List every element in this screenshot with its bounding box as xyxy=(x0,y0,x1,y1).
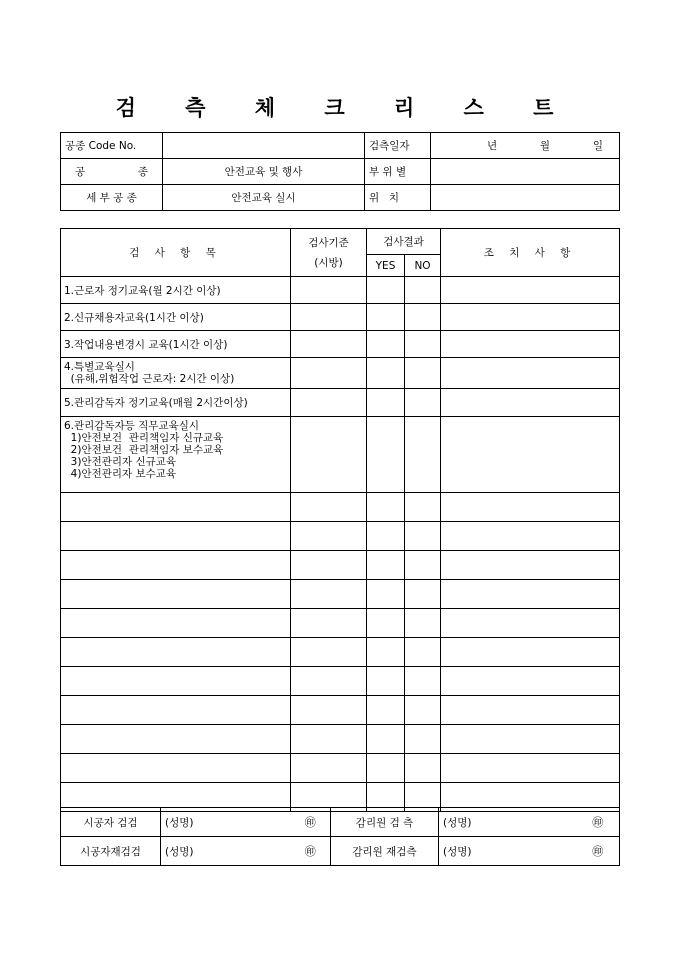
yes-cell[interactable] xyxy=(367,551,405,580)
position-label: 위 치 xyxy=(365,185,431,211)
standard-cell[interactable] xyxy=(291,667,367,696)
standard-cell[interactable] xyxy=(291,725,367,754)
contractor-recheck-label: 시공자재검검 xyxy=(61,837,161,866)
no-cell[interactable] xyxy=(405,389,441,417)
col-no-header: NO xyxy=(405,255,441,277)
yes-cell[interactable] xyxy=(367,358,405,389)
page-title: 검 측 체 크 리 스 트 xyxy=(115,95,575,120)
yes-cell[interactable] xyxy=(367,609,405,638)
action-cell[interactable] xyxy=(441,331,620,358)
code-label: 공종 Code No. xyxy=(61,133,163,159)
action-cell[interactable] xyxy=(441,304,620,331)
detail-value[interactable]: 안전교육 실시 xyxy=(163,185,365,211)
signature-table xyxy=(60,807,620,866)
yes-cell[interactable] xyxy=(367,417,405,493)
action-cell[interactable] xyxy=(441,493,620,522)
yes-cell[interactable] xyxy=(367,754,405,783)
col-yes-header: YES xyxy=(367,255,405,277)
no-cell[interactable] xyxy=(405,493,441,522)
action-cell[interactable] xyxy=(441,725,620,754)
position-value[interactable] xyxy=(431,185,620,211)
no-cell[interactable] xyxy=(405,667,441,696)
action-cell[interactable] xyxy=(441,389,620,417)
action-cell[interactable] xyxy=(441,638,620,667)
inspect-date-label: 검측일자 xyxy=(365,133,431,159)
yes-cell[interactable] xyxy=(367,304,405,331)
no-cell[interactable] xyxy=(405,754,441,783)
col-item-header: 검 사 항 목 xyxy=(61,229,291,277)
month-label: 월 xyxy=(539,140,551,152)
empty-item-cell[interactable] xyxy=(61,667,291,696)
action-cell[interactable] xyxy=(441,522,620,551)
supervisor-recheck-label: 감리원 재검측 xyxy=(331,837,439,866)
no-cell[interactable] xyxy=(405,551,441,580)
yes-cell[interactable] xyxy=(367,522,405,551)
empty-item-cell[interactable] xyxy=(61,725,291,754)
action-cell[interactable] xyxy=(441,754,620,783)
action-cell[interactable] xyxy=(441,609,620,638)
location-value[interactable] xyxy=(431,159,620,185)
inspect-date-value[interactable] xyxy=(431,133,620,159)
col-result-header: 검사결과 xyxy=(367,229,441,255)
action-cell[interactable] xyxy=(441,696,620,725)
no-cell[interactable] xyxy=(405,358,441,389)
standard-cell[interactable] xyxy=(291,638,367,667)
col-action-header: 조 치 사 항 xyxy=(441,229,620,277)
yes-cell[interactable] xyxy=(367,580,405,609)
seal-mark: ㊞ xyxy=(577,808,620,837)
standard-cell[interactable] xyxy=(291,580,367,609)
standard-cell[interactable] xyxy=(291,551,367,580)
yes-cell[interactable] xyxy=(367,638,405,667)
checklist-item: 6.관리감독자등 직무교육실시 1)안전보건 관리책임자 신규교육 2)안전보건 관리책임자 보수교육 3)안전관리자 신규교육 4)안전관리자 보수교육 xyxy=(61,417,291,493)
standard-cell[interactable] xyxy=(291,389,367,417)
standard-cell[interactable] xyxy=(291,609,367,638)
empty-item-cell[interactable] xyxy=(61,522,291,551)
yes-cell[interactable] xyxy=(367,331,405,358)
col-standard-line2: (시방) xyxy=(314,256,343,269)
standard-cell[interactable] xyxy=(291,331,367,358)
empty-item-cell[interactable] xyxy=(61,638,291,667)
empty-item-cell[interactable] xyxy=(61,580,291,609)
no-cell[interactable] xyxy=(405,725,441,754)
code-value[interactable] xyxy=(163,133,365,159)
standard-cell[interactable] xyxy=(291,358,367,389)
yes-cell[interactable] xyxy=(367,696,405,725)
no-cell[interactable] xyxy=(405,696,441,725)
supervisor-check-label: 감리원 검 측 xyxy=(331,808,439,837)
checklist-item: 1.근로자 정기교육(월 2시간 이상) xyxy=(61,277,291,304)
col-standard-header xyxy=(291,229,367,277)
seal-mark: ㊞ xyxy=(291,808,331,837)
no-cell[interactable] xyxy=(405,522,441,551)
day-label: 일 xyxy=(592,140,603,152)
action-cell[interactable] xyxy=(441,551,620,580)
yes-cell[interactable] xyxy=(367,725,405,754)
standard-cell[interactable] xyxy=(291,417,367,493)
checklist-table xyxy=(60,228,620,812)
standard-cell[interactable] xyxy=(291,754,367,783)
standard-cell[interactable] xyxy=(291,304,367,331)
year-label: 년 xyxy=(487,140,498,152)
supervisor-recheck-name[interactable]: (성명) xyxy=(439,837,577,866)
no-cell[interactable] xyxy=(405,638,441,667)
yes-cell[interactable] xyxy=(367,389,405,417)
work-type-value[interactable]: 안전교육 및 행사 xyxy=(163,159,365,185)
no-cell[interactable] xyxy=(405,417,441,493)
empty-item-cell[interactable] xyxy=(61,609,291,638)
contractor-recheck-name[interactable]: (성명) xyxy=(161,837,291,866)
seal-mark: ㊞ xyxy=(291,837,331,866)
no-cell[interactable] xyxy=(405,277,441,304)
action-cell[interactable] xyxy=(441,417,620,493)
standard-cell[interactable] xyxy=(291,493,367,522)
checklist-item: 5.관리감독자 정기교육(매월 2시간이상) xyxy=(61,389,291,417)
yes-cell[interactable] xyxy=(367,493,405,522)
standard-cell[interactable] xyxy=(291,696,367,725)
standard-cell[interactable] xyxy=(291,277,367,304)
header-table xyxy=(60,132,620,211)
checklist-item: 2.신규채용자교육(1시간 이상) xyxy=(61,304,291,331)
empty-item-cell[interactable] xyxy=(61,754,291,783)
work-type-label: 공 종 xyxy=(61,159,163,185)
action-cell[interactable] xyxy=(441,580,620,609)
no-cell[interactable] xyxy=(405,609,441,638)
detail-label: 세 부 공 종 xyxy=(61,185,163,211)
standard-cell[interactable] xyxy=(291,522,367,551)
action-cell[interactable] xyxy=(441,277,620,304)
checklist-item: 3.작업내용변경시 교육(1시간 이상) xyxy=(61,331,291,358)
col-standard-line1: 검사기준 xyxy=(308,236,349,249)
contractor-check-label: 시공자 검검 xyxy=(61,808,161,837)
no-cell[interactable] xyxy=(405,580,441,609)
location-label: 부 위 별 xyxy=(365,159,431,185)
supervisor-check-name[interactable]: (성명) xyxy=(439,808,577,837)
action-cell[interactable] xyxy=(441,358,620,389)
empty-item-cell[interactable] xyxy=(61,493,291,522)
action-cell[interactable] xyxy=(441,667,620,696)
no-cell[interactable] xyxy=(405,331,441,358)
empty-item-cell[interactable] xyxy=(61,696,291,725)
empty-item-cell[interactable] xyxy=(61,551,291,580)
contractor-check-name[interactable]: (성명) xyxy=(161,808,291,837)
yes-cell[interactable] xyxy=(367,667,405,696)
checklist-item: 4.특별교육실시 (유해,위험작업 근로자: 2시간 이상) xyxy=(61,358,291,389)
seal-mark: ㊞ xyxy=(577,837,620,866)
yes-cell[interactable] xyxy=(367,277,405,304)
no-cell[interactable] xyxy=(405,304,441,331)
